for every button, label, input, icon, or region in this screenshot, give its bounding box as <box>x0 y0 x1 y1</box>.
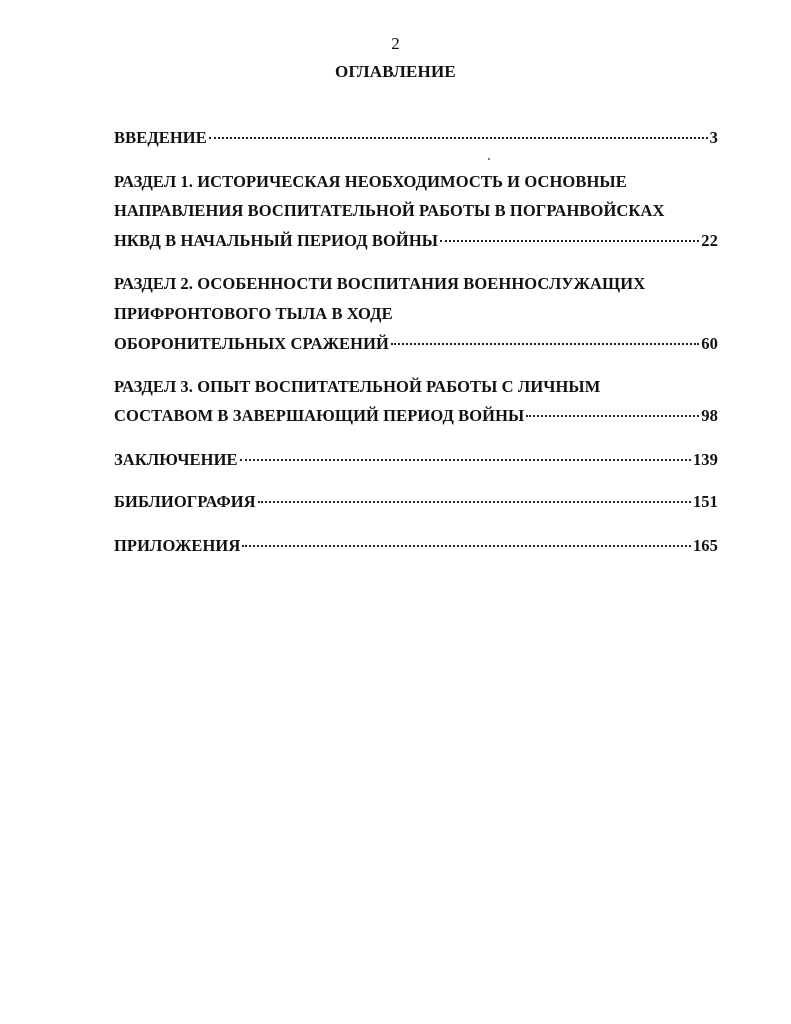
toc-title: ОГЛАВЛЕНИЕ <box>335 62 456 81</box>
toc-entry-title: СОСТАВОМ В ЗАВЕРШАЮЩИЙ ПЕРИОД ВОЙНЫ <box>114 406 525 425</box>
toc-entry-title: ЗАКЛЮЧЕНИЕ <box>114 450 238 469</box>
dot-leader <box>526 415 699 417</box>
dot-leader <box>240 459 691 461</box>
toc-entry-title: ВВЕДЕНИЕ <box>114 128 207 147</box>
toc-entry-page: 60 <box>701 334 718 353</box>
toc-entry-section-1-line-2: НАПРАВЛЕНИЯ ВОСПИТАТЕЛЬНОЙ РАБОТЫ В ПОГРАНВОЙСКАХ <box>114 201 665 220</box>
page-number: 2 <box>391 34 400 53</box>
toc-entry-page: 22 <box>701 231 718 250</box>
dot-leader <box>440 240 699 242</box>
toc-entry-section-2-line-2: ПРИФРОНТОВОГО ТЫЛА В ХОДЕ <box>114 304 393 323</box>
toc-entry-title: БИБЛИОГРАФИЯ <box>114 492 256 511</box>
toc-entry-conclusion[interactable] <box>114 450 718 470</box>
toc-entry-page: 139 <box>692 450 718 469</box>
toc-entry-page: 151 <box>692 492 718 511</box>
toc-entry-section-1-line-1: РАЗДЕЛ 1. ИСТОРИЧЕСКАЯ НЕОБХОДИМОСТЬ И ОСНОВНЫЕ <box>114 172 627 191</box>
toc-entry-section-3-line-1: РАЗДЕЛ 3. ОПЫТ ВОСПИТАТЕЛЬНОЙ РАБОТЫ С ЛИЧНЫМ <box>114 377 601 396</box>
toc-entry-section-3[interactable] <box>114 406 718 426</box>
toc-entry-page: 165 <box>692 536 718 555</box>
toc-entry-section-2-line-1: РАЗДЕЛ 2. ОСОБЕННОСТИ ВОСПИТАНИЯ ВОЕННОСЛУЖАЩИХ <box>114 274 646 293</box>
toc-entry-page: 3 <box>709 128 718 147</box>
toc-entry-page: 98 <box>701 406 718 425</box>
toc-entry-section-1[interactable] <box>114 231 718 251</box>
dot-leader <box>242 545 691 547</box>
toc-entry-appendices[interactable] <box>114 536 718 556</box>
toc-entry-title: ОБОРОНИТЕЛЬНЫХ СРАЖЕНИЙ <box>114 334 389 353</box>
toc-entry-title: НКВД В НАЧАЛЬНЫЙ ПЕРИОД ВОЙНЫ <box>114 231 439 250</box>
scan-speck <box>488 158 490 160</box>
dot-leader <box>209 137 708 139</box>
toc-entry-introduction[interactable] <box>114 128 718 148</box>
toc-entry-bibliography[interactable] <box>114 492 718 512</box>
toc-entry-section-2[interactable] <box>114 334 718 354</box>
dot-leader <box>391 343 699 345</box>
toc-entry-title: ПРИЛОЖЕНИЯ <box>114 536 241 555</box>
dot-leader <box>258 501 691 503</box>
